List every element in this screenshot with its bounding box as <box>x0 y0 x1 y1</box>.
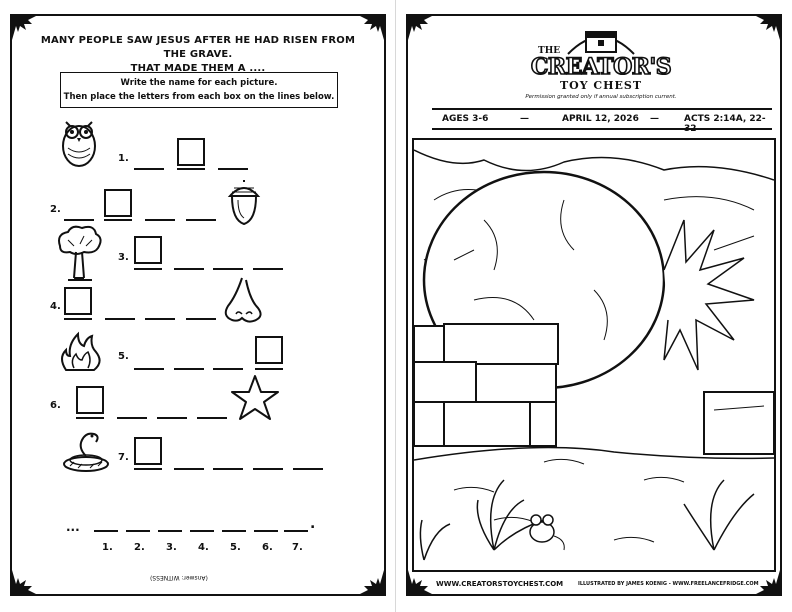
letter-blank[interactable] <box>117 417 147 419</box>
snake-icon <box>60 426 112 474</box>
permission-note: Permission granted only if annual subscription current. <box>525 94 677 100</box>
leaf-corner-icon <box>408 570 432 594</box>
answer-key: (Answer: WITNESS) <box>150 574 208 581</box>
letter-blank[interactable] <box>213 468 243 470</box>
lesson-info-bar <box>432 108 772 134</box>
stone-block-right <box>704 392 774 454</box>
letter-blank[interactable] <box>134 468 162 470</box>
instruction-box <box>60 72 338 108</box>
leaf-corner-icon <box>756 570 780 594</box>
instruction-line: Then place the letters from each box on the lines below. <box>63 92 335 102</box>
leaf-corner-icon <box>360 570 384 594</box>
answer-prefix: ... <box>66 520 80 534</box>
key-letter-box[interactable] <box>104 189 132 217</box>
illustrator-credit: ILLUSTRATED BY JAMES KOENIG - WWW.FREELANCEFRIDGE.COM <box>578 581 759 587</box>
letter-blank[interactable] <box>104 219 132 221</box>
leaf-corner-icon <box>756 16 780 40</box>
answer-blank[interactable] <box>126 530 150 532</box>
answer-number: 5. <box>230 542 241 553</box>
lesson-date: APRIL 12, 2026 <box>562 114 639 124</box>
clue-number: 3. <box>118 252 129 263</box>
logo-the: THE <box>538 46 561 56</box>
letter-blank[interactable] <box>134 268 162 270</box>
website-link[interactable]: WWW.CREATORSTOYCHEST.COM <box>436 580 564 588</box>
letter-blank[interactable] <box>174 468 204 470</box>
empty-tomb-illustration <box>412 138 776 572</box>
letter-blank[interactable] <box>76 417 104 419</box>
key-letter-box[interactable] <box>134 236 162 264</box>
letter-blank[interactable] <box>64 219 94 221</box>
letter-blank[interactable] <box>213 368 243 370</box>
letter-blank[interactable] <box>174 368 204 370</box>
answer-suffix: . <box>310 516 316 532</box>
letter-blank[interactable] <box>134 368 164 370</box>
puzzle-title <box>30 34 366 76</box>
key-letter-box[interactable] <box>76 386 104 414</box>
letter-blank[interactable] <box>218 168 248 170</box>
letter-blank[interactable] <box>186 219 216 221</box>
scripture-reference: ACTS 2:14A, 22-32 <box>684 114 766 134</box>
clue-number: 1. <box>118 153 129 164</box>
answer-number: 7. <box>292 542 303 553</box>
separator: — <box>650 114 659 124</box>
puzzle-title-line: THAT MADE THEM A .... <box>130 63 266 74</box>
letter-blank[interactable] <box>134 168 164 170</box>
key-letter-box[interactable] <box>255 336 283 364</box>
fire-icon <box>58 330 104 374</box>
letter-blank[interactable] <box>64 318 92 320</box>
stone-wall-left <box>414 324 558 446</box>
answer-number: 6. <box>262 542 273 553</box>
nose-icon <box>222 276 264 324</box>
letter-blank[interactable] <box>145 318 175 320</box>
separator: — <box>520 114 529 124</box>
letter-blank[interactable] <box>253 268 283 270</box>
clue-number: 7. <box>118 452 129 463</box>
key-letter-box[interactable] <box>177 138 205 166</box>
letter-blank[interactable] <box>197 417 227 419</box>
leaf-corner-icon <box>12 570 36 594</box>
star-icon <box>230 374 280 422</box>
letter-blank[interactable] <box>105 318 135 320</box>
letter-blank[interactable] <box>255 368 283 370</box>
answer-number: 1. <box>102 542 113 553</box>
answer-blank[interactable] <box>284 530 308 532</box>
instruction-line: Write the name for each picture. <box>120 78 278 88</box>
answer-number: 4. <box>198 542 209 553</box>
key-letter-box[interactable] <box>134 437 162 465</box>
logo-subtitle: TOY CHEST <box>559 79 643 92</box>
clue-number: 2. <box>50 204 61 215</box>
letter-blank[interactable] <box>177 168 205 170</box>
answer-blank[interactable] <box>222 530 246 532</box>
key-letter-box[interactable] <box>64 287 92 315</box>
answer-blank[interactable] <box>190 530 214 532</box>
answer-blank[interactable] <box>94 530 118 532</box>
letter-blank[interactable] <box>186 318 216 320</box>
clue-number: 6. <box>50 400 61 411</box>
acorn-icon <box>226 180 262 226</box>
age-range: AGES 3-6 <box>442 114 489 124</box>
answer-number: 2. <box>134 542 145 553</box>
owl-icon <box>58 116 100 168</box>
letter-blank[interactable] <box>213 268 243 270</box>
creators-toy-chest-logo <box>526 26 676 90</box>
letter-blank[interactable] <box>253 468 283 470</box>
answer-number: 3. <box>166 542 177 553</box>
letter-blank[interactable] <box>145 219 175 221</box>
logo-title: CREATOR'S <box>530 54 672 80</box>
tree-icon <box>54 224 104 282</box>
answer-blank[interactable] <box>158 530 182 532</box>
letter-blank[interactable] <box>157 417 187 419</box>
coloring-page <box>396 0 792 612</box>
answer-blank[interactable] <box>254 530 278 532</box>
toy-chest-icon <box>566 26 636 56</box>
clue-number: 5. <box>118 351 129 362</box>
leaf-corner-icon <box>408 16 432 40</box>
clue-number: 4. <box>50 301 61 312</box>
puzzle-title-line: MANY PEOPLE SAW JESUS AFTER HE HAD RISEN FROM THE GRAVE. <box>40 35 356 60</box>
letter-blank[interactable] <box>174 268 204 270</box>
letter-blank[interactable] <box>293 468 323 470</box>
